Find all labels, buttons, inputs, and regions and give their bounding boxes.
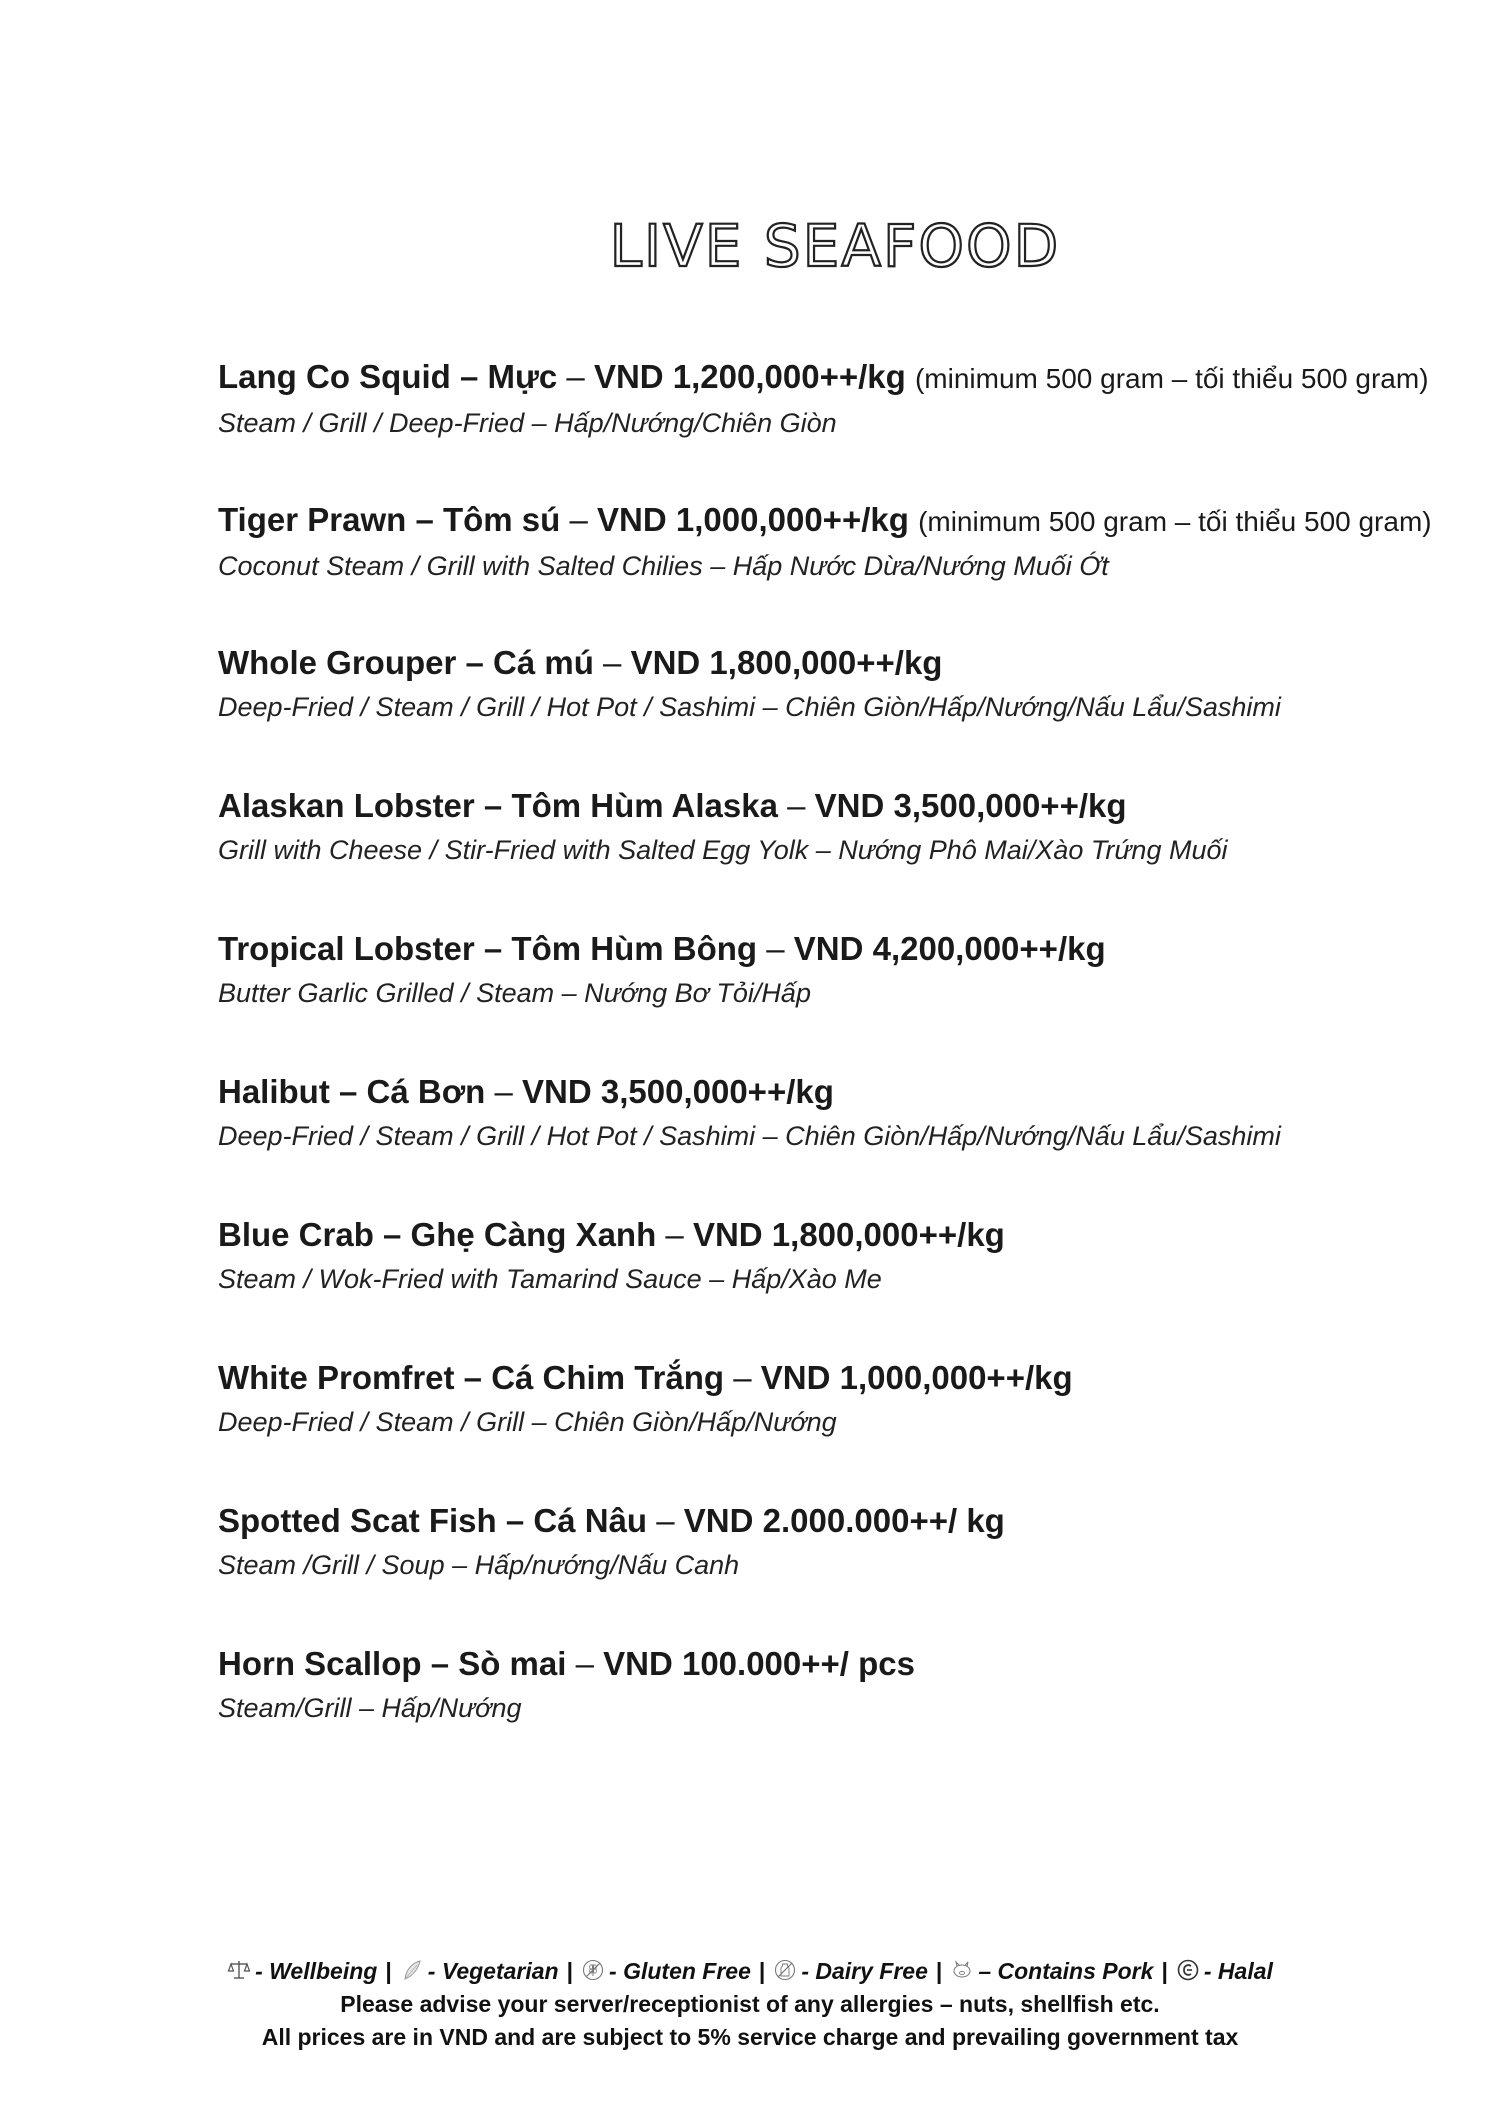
- legend-label: - Wellbeing: [255, 1958, 378, 1984]
- item-name: Blue Crab – Ghẹ Càng Xanh: [218, 1216, 657, 1253]
- halal-icon: [1176, 1958, 1200, 1982]
- legend-label: – Contains Pork: [978, 1958, 1154, 1984]
- menu-item: Blue Crab – Ghẹ Càng Xanh – VND 1,800,000++/kg Steam / Wok-Fried with Tamarind Sauce – Hấp/Xào Me: [218, 1213, 1478, 1356]
- pig-icon: [950, 1958, 974, 1982]
- menu-item: Tiger Prawn – Tôm sú – VND 1,000,000++/kg (minimum 500 gram – tối thiểu 500 gram) Coconut Steam / Grill with Salted Chilies – Hấp Nước Dừa/Nướng Muối Ớt: [218, 498, 1478, 641]
- item-price: VND 4,200,000++/kg: [793, 930, 1106, 967]
- menu-item: Spotted Scat Fish – Cá Nâu – VND 2.000.000++/ kg Steam /Grill / Soup – Hấp/nướng/Nấu Canh: [218, 1499, 1478, 1642]
- item-methods: Steam / Grill / Deep-Fried – Hấp/Nướng/Chiên Giòn: [218, 408, 837, 438]
- allergy-notice: Please advise your server/receptionist of any allergies – nuts, shellfish etc.: [340, 1991, 1160, 2017]
- item-price: VND 100.000++/ pcs: [603, 1645, 915, 1682]
- item-name: Tiger Prawn – Tôm sú: [218, 501, 561, 538]
- item-note: (minimum 500 gram – tối thiểu 500 gram): [914, 363, 1429, 394]
- item-price: VND 3,500,000++/kg: [522, 1073, 834, 1110]
- item-price: VND 1,800,000++/kg: [692, 1216, 1005, 1253]
- legend-label: - Vegetarian: [427, 1958, 559, 1984]
- item-name: Tropical Lobster – Tôm Hùm Bông: [218, 930, 758, 967]
- menu-item: White Promfret – Cá Chim Trắng – VND 1,000,000++/kg Deep-Fried / Steam / Grill – Chiên Giòn/Hấp/Nướng: [218, 1356, 1478, 1499]
- legend-label: - Dairy Free: [801, 1958, 928, 1984]
- item-name: Spotted Scat Fish – Cá Nâu: [218, 1502, 648, 1539]
- page-title: LIVE SEAFOOD: [609, 212, 1061, 280]
- milk-crossed-icon: [773, 1958, 797, 1982]
- item-price: VND 1,000,000++/kg: [760, 1359, 1073, 1396]
- legend-label: - Gluten Free: [609, 1958, 751, 1984]
- menu-item: Tropical Lobster – Tôm Hùm Bông – VND 4,200,000++/kg Butter Garlic Grilled / Steam – Nướng Bơ Tỏi/Hấp: [218, 927, 1478, 1070]
- menu-item: Alaskan Lobster – Tôm Hùm Alaska – VND 3,500,000++/kg Grill with Cheese / Stir-Fried with Salted Egg Yolk – Nướng Phô Mai/Xào Trứng Muối: [218, 784, 1478, 927]
- item-price: VND 2.000.000++/ kg: [683, 1502, 1005, 1539]
- item-name: White Promfret – Cá Chim Trắng: [218, 1359, 725, 1396]
- item-methods: Butter Garlic Grilled / Steam – Nướng Bơ Tỏi/Hấp: [218, 978, 811, 1008]
- item-methods: Coconut Steam / Grill with Salted Chilies – Hấp Nước Dừa/Nướng Muối Ớt: [218, 551, 1109, 581]
- item-methods: Steam/Grill – Hấp/Nướng: [218, 1693, 522, 1723]
- item-name: Horn Scallop – Sò mai: [218, 1645, 567, 1682]
- item-methods: Steam / Wok-Fried with Tamarind Sauce – Hấp/Xào Me: [218, 1264, 882, 1294]
- item-methods: Grill with Cheese / Stir-Fried with Salted Egg Yolk – Nướng Phô Mai/Xào Trứng Muối: [218, 835, 1228, 865]
- footer: [0, 1955, 1500, 2054]
- item-methods: Deep-Fried / Steam / Grill – Chiên Giòn/Hấp/Nướng: [218, 1407, 837, 1437]
- item-note: (minimum 500 gram – tối thiểu 500 gram): [918, 506, 1432, 537]
- item-price: VND 1,000,000++/kg: [597, 501, 909, 538]
- item-price: VND 1,800,000++/kg: [630, 644, 943, 681]
- menu-item: Horn Scallop – Sò mai – VND 100.000++/ pcs Steam/Grill – Hấp/Nướng: [218, 1642, 1478, 1785]
- item-name: Alaskan Lobster – Tôm Hùm Alaska: [218, 787, 778, 824]
- item-name: Lang Co Squid – Mực: [218, 358, 558, 395]
- leaf-icon: [400, 1958, 424, 1982]
- menu-items: [218, 355, 1478, 1785]
- dietary-legend: - Wellbeing | - Vegetarian | - Gluten Free | - Dairy Free | – Contains Pork | - Halal: [0, 1955, 1500, 1988]
- legend-label: - Halal: [1203, 1958, 1273, 1984]
- item-price: VND 3,500,000++/kg: [814, 787, 1127, 824]
- item-methods: Deep-Fried / Steam / Grill / Hot Pot / Sashimi – Chiên Giòn/Hấp/Nướng/Nấu Lẩu/Sashimi: [218, 692, 1281, 722]
- item-methods: Steam /Grill / Soup – Hấp/nướng/Nấu Canh: [218, 1550, 740, 1580]
- price-notice: All prices are in VND and are subject to 5% service charge and prevailing government tax: [261, 2024, 1239, 2050]
- item-methods: Deep-Fried / Steam / Grill / Hot Pot / Sashimi – Chiên Giòn/Hấp/Nướng/Nấu Lẩu/Sashimi: [218, 1121, 1281, 1151]
- wheat-crossed-icon: [581, 1958, 605, 1982]
- menu-item: Lang Co Squid – Mực – VND 1,200,000++/kg (minimum 500 gram – tối thiểu 500 gram) Steam / Grill / Deep-Fried – Hấp/Nướng/Chiên Giòn: [218, 355, 1478, 498]
- menu-item: Halibut – Cá Bơn – VND 3,500,000++/kg Deep-Fried / Steam / Grill / Hot Pot / Sashimi – Chiên Giòn/Hấp/Nướng/Nấu Lẩu/Sashimi: [218, 1070, 1478, 1213]
- scale-icon: [227, 1958, 251, 1982]
- item-name: Halibut – Cá Bơn: [218, 1073, 486, 1110]
- item-name: Whole Grouper – Cá mú: [218, 644, 594, 681]
- item-price: VND 1,200,000++/kg: [593, 358, 906, 395]
- menu-item: Whole Grouper – Cá mú – VND 1,800,000++/kg Deep-Fried / Steam / Grill / Hot Pot / Sashimi – Chiên Giòn/Hấp/Nướng/Nấu Lẩu/Sashimi: [218, 641, 1478, 784]
